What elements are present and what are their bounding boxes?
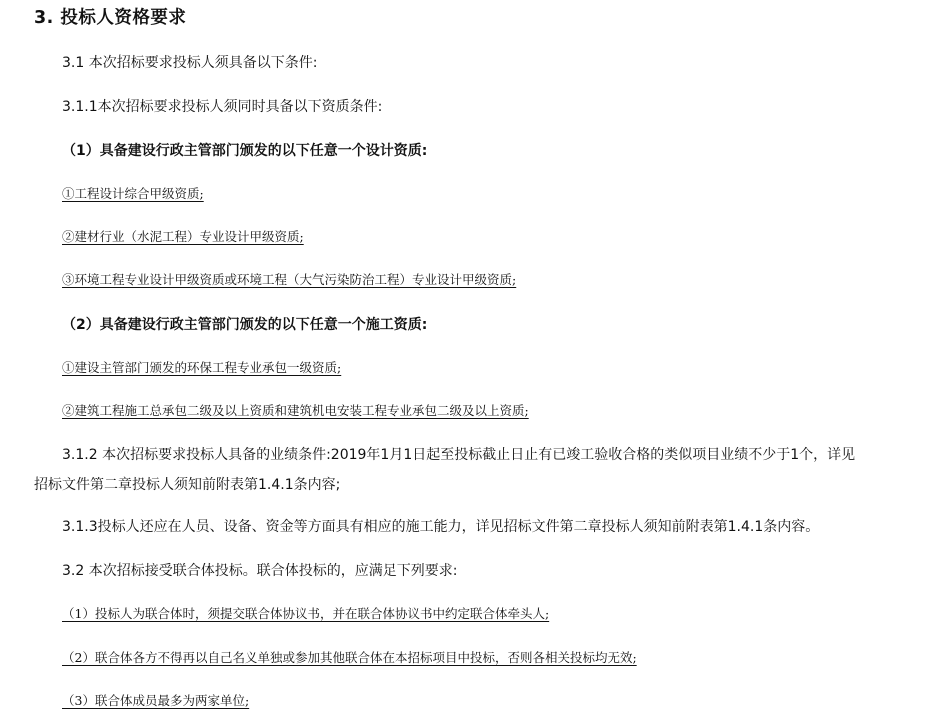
consortium-requirement-3: （3）联合体成员最多为两家单位; [62,693,250,708]
design-qualification-heading: （1）具备建设行政主管部门颁发的以下任意一个设计资质: [62,143,428,159]
paragraph-3-1-1: 3.1.1本次招标要求投标人须同时具备以下资质条件: [62,99,383,115]
design-qualification-item-1: ①工程设计综合甲级资质; [62,186,204,201]
paragraph-3-1-3: 3.1.3投标人还应在人员、设备、资金等方面具有相应的施工能力，详见招标文件第二章投标人须知前附表第1.4.1条内容。 [62,519,820,535]
construction-qualification-item-2: ②建筑工程施工总承包二级及以上资质和建筑机电安装工程专业承包二级及以上资质; [62,403,529,418]
consortium-requirement-2: （2）联合体各方不得再以自己名义单独或参加其他联合体在本招标项目中投标，否则各相关投标均无效; [62,650,637,665]
paragraph-3-2: 3.2 本次招标接受联合体投标。联合体投标的，应满足下列要求: [62,563,458,579]
construction-qualification-item-1: ①建设主管部门颁发的环保工程专业承包一级资质; [62,360,342,375]
design-qualification-item-3: ③环境工程专业设计甲级资质或环境工程（大气污染防治工程）专业设计甲级资质; [62,272,517,287]
design-qualification-item-2: ②建材行业（水泥工程）专业设计甲级资质; [62,229,304,244]
consortium-requirement-1: （1）投标人为联合体时，须提交联合体协议书，并在联合体协议书中约定联合体牵头人; [62,606,550,621]
section-heading: 3. 投标人资格要求 [34,8,187,28]
construction-qualification-heading: （2）具备建设行政主管部门颁发的以下任意一个施工资质: [62,317,428,333]
paragraph-3-1-2: 3.1.2 本次招标要求投标人具备的业绩条件:2019年1月1日起至投标截止日止有已竣工验收合格的类似项目业绩不少于1个，详见招标文件第二章投标人须知前附表第1.4.1条内容; [34,447,856,493]
paragraph-3-1: 3.1 本次招标要求投标人须具备以下条件: [62,55,318,71]
